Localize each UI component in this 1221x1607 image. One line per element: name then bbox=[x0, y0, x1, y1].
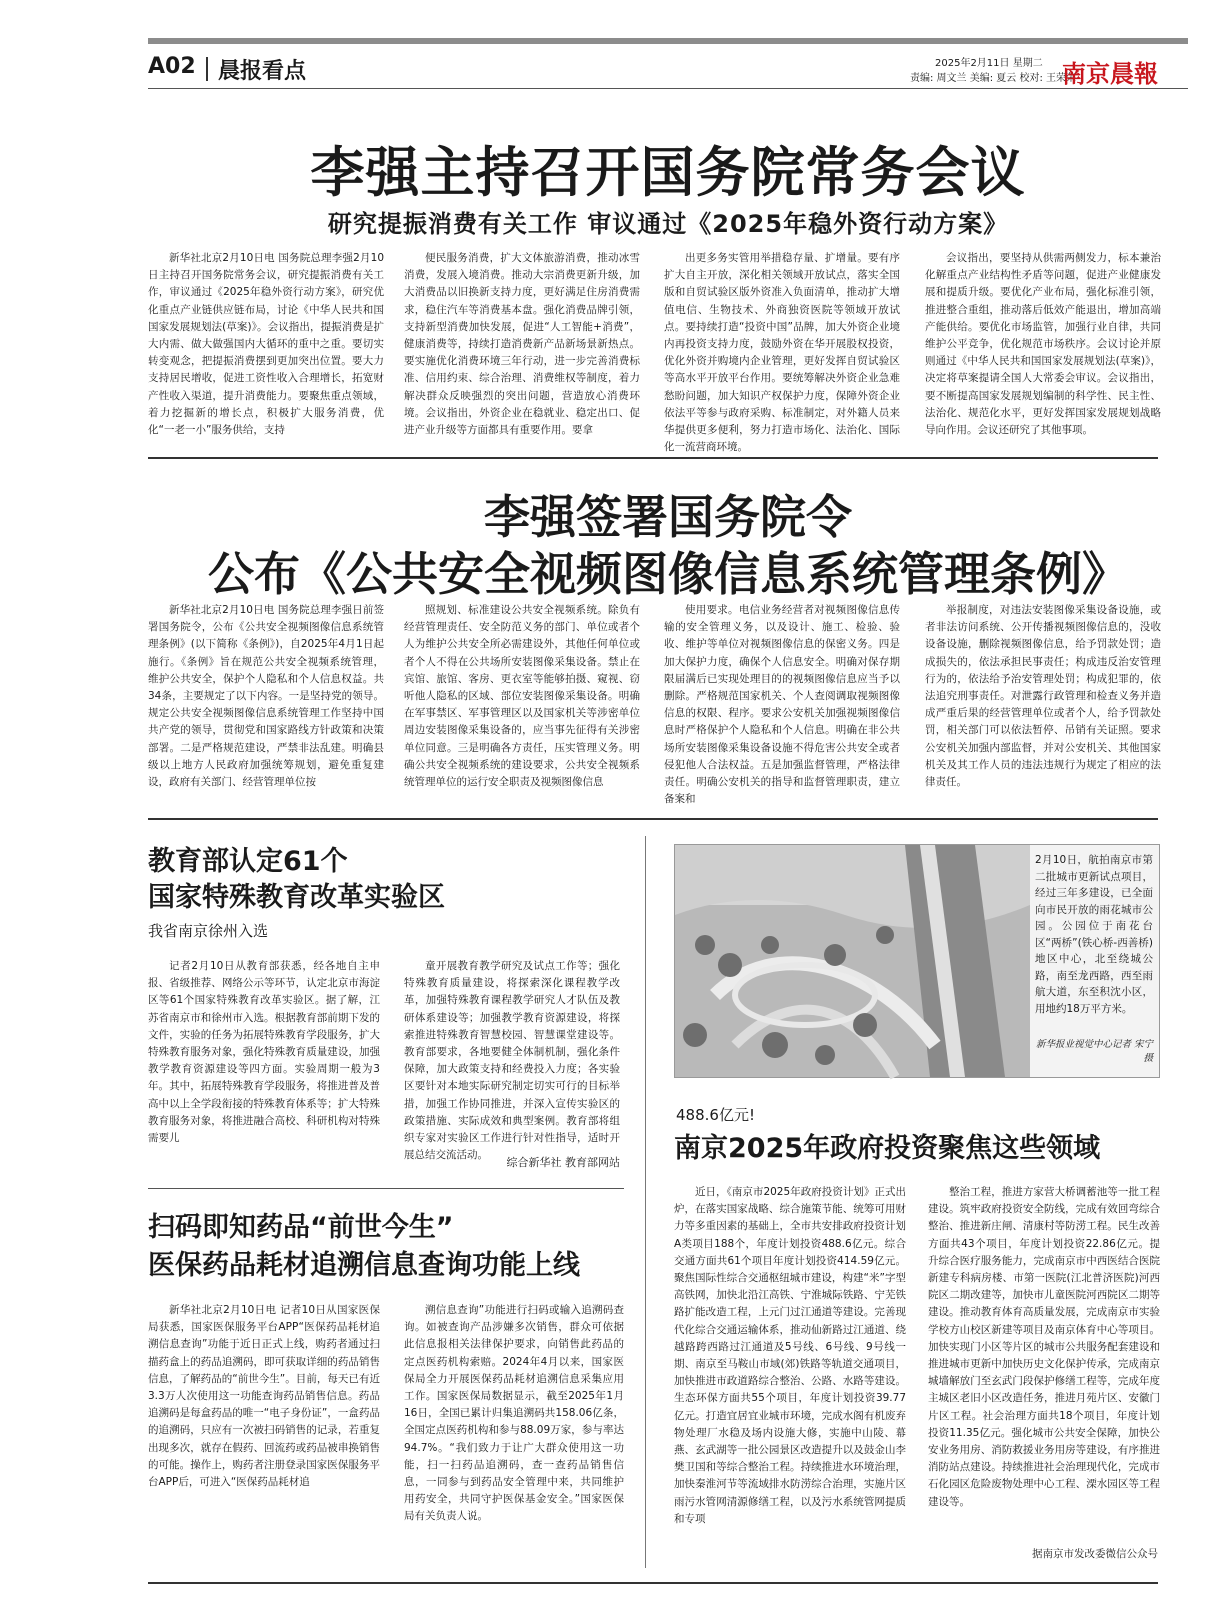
article1-subtitle: 研究提振消费有关工作 审议通过《2025年稳外资行动方案》 bbox=[327, 210, 1009, 238]
section-divider-3 bbox=[148, 1188, 624, 1189]
editor-credits: 责编: 周文兰 美编: 夏云 校对: 王荣荣 bbox=[910, 73, 1077, 84]
article2-column-2: 照规划、标准建设公共安全视频系统。除负有经营管理责任、安全防范义务的部门、单位或者个人为维护公共安全所必需建设外，其他任何单位或者个人不得在公共场所安装图像采集设备。禁止在宾馆、旅馆、客房、更衣室等能够拍摄、窥视、窃听他人隐私的区域、部位安装图像采集设备。明确在军事禁区、军事管理区以及国家机关等涉密单位周边安装图像采集设备的，应当事先征得有关涉密单位同意。三是明确各方责任，压实管理义务。明确公共安全视频系统的建设要求，公共安全视频系统管理单位的运行安全职责及视频图像信息 bbox=[404, 604, 640, 789]
article4-column-2: 溯信息查询”功能进行扫码或输入追溯码查询。如被查询产品涉嫌多次销售，群众可依据此信息报相关法律保护要求，向销售此药品的定点医药机构索赔。2024年4月以来，国家医保局全力开展医保药品耗材追溯信息采集应用工作。国家医保局数据显示，截至2025年1月16日，全国已累计归集追溯码共158.06亿条，全国定点医药机构和参与88.09万家，参与率达94.7%。“我们致力于让广大群众使用这一功能，扫一扫药品追溯码，查一查药品销售信息，一同参与到药品安全管理中来，共同维护用药安全，共同守护医保基金安全。”国家医保局有关负责人说。 bbox=[404, 1304, 624, 1523]
article1-column-1: 新华社北京2月10日电 国务院总理李强2月10日主持召开国务院常务会议，研究提振消费有关工作，审议通过《2025年稳外资行动方案》，研究优化重点产业链供应链布局，讨论《中华人民共和国国家发展规划法(草案)》。会议指出，提振消费是扩大内需、做大做强国内大循环的重中之重。要切实转变观念，把提振消费摆到更加突出位置。要大力支持居民增收，促进工资性收入合理增长，拓宽财产性收入渠道，提升消费能力。要聚焦重点领域，着力挖掘新的增长点，积极扩大服务消费，优化“一老一小”服务供给，支持 bbox=[148, 252, 384, 437]
article4-title-line2: 医保药品耗材追溯信息查询功能上线 bbox=[148, 1250, 580, 1281]
article1-title: 李强主持召开国务院常务会议 bbox=[310, 141, 1026, 204]
article4-column-1: 新华社北京2月10日电 记者10日从国家医保局获悉，国家医保服务平台APP“医保药品耗材追溯信息查询”功能于近日正式上线，购药者通过扫描药盒上的药品追溯码，即可获取详细的药品销售信息，了解药品的“前世今生”。目前，每天已有近3.3万人次使用这一功能查询药品销售信息。药品追溯码是每盒药品的唯一“电子身份证”，一盒药品的追溯码，只应有一次被扫码销售的记录，若重复出现多次，就存在假药、回流药或药品被串换销售的可能。操作上，购药者注册登录国家医保服务平台APP后，可进入“医保药品耗材追 bbox=[148, 1304, 380, 1489]
article1-column-2: 便民服务消费，扩大文体旅游消费，推动冰雪消费，发展入境消费。推动大宗消费更新升级，加大消费品以旧换新支持力度，更好满足住房消费需求，稳住汽车等消费基本盘。强化消费品牌引领，支持新型消费加快发展，促进“人工智能+消费”，健康消费等，持续打造消费新产品新场景新热点。要实施优化消费环境三年行动，进一步完善消费标准、信用约束、综合治理、消费维权等制度，着力解决群众反映强烈的突出问题，营造放心消费环境。会议指出，外资企业在稳就业、稳定出口、促进产业升级等方面都具有重要作用。要拿 bbox=[404, 252, 640, 437]
section-name: 晨报看点 bbox=[218, 59, 307, 84]
article3-column-2: 童开展教育教学研究及试点工作等；强化特殊教育质量建设，将探索深化课程教学改革，加强特殊教育课程教学研究人才队伍及教研体系建设等；加强教学教育资源建设，将探索推进特殊教育智慧校园、智慧课堂建设等。教育部要求，各地要健全体制机制，强化条件保障，加大政策支持和经费投入力度；各实验区要针对本地实际研究制定切实可行的目标举措，加强工作协同推进，并深入宣传实验区的政策措施、实际成效和典型案例。教育部将组织专家对实验区工作进行针对性指导，适时开展总结交流活动。 bbox=[404, 960, 620, 1162]
article3-column-1: 记者2月10日从教育部获悉，经各地自主申报、省级推荐、网络公示等环节，认定北京市海淀区等61个国家特殊教育改革实验区。据了解，江苏省南京市和徐州市入选。根据教育部前期下发的文件，实验的任务为拓展特殊教育学段服务，扩大特殊教育服务对象，强化特殊教育质量建设，加强教学教育资源建设等四方面。实验周期一般为3年。其中，拓展特殊教育学段服务，将推进普及普高中以上全学段衔接的特殊教育体系等；扩大特殊教育服务对象，将推进融合高校、科研机构对特殊需要儿 bbox=[148, 960, 380, 1145]
article5-column-1: 近日，《南京市2025年政府投资计划》正式出炉，在落实国家战略、综合施策节能、统筹可用财力等多重因素的基础上，全市共安排政府投资计划A类项目188个，年度计划投资488.6亿元。综合交通方面共61个项目年度计划投资414.59亿元。聚焦国际性综合交通枢纽城市建设，构建“米”字型高铁网，加快北沿江高铁、宁淮城际铁路、宁芜铁路扩能改造工程，上元门过江通道等建设。完善现代化综合交通运输体系，推动仙新路过江通道、绕越路跨西路过江通道及5号线、6号线、9号线一期、南京至马鞍山市域(郊)铁路等轨道交通项目，加快推进市政道路综合整治、公路、水路等建设。生态环保方面共55个项目，年度计划投资39.77亿元。打造宜居宜业城市环境，完成水阁有机废弃物处理厂水稳及场内设施大修，实施中山陵、幕燕、玄武湖等一批公园景区改造提升以及鼓金山李樊卫国和等综合整治工程。持续推进水环境治理，加快秦淮河节等流域排水防涝综合治理，实施片区雨污水管网清源修缮工程，以及污水系统管网提质和专项 bbox=[674, 1186, 906, 1525]
article5-source: 据南京市发改委微信公众号 bbox=[1032, 1548, 1158, 1560]
photo-credit: 新华报业视觉中心记者 宋宁 摄 bbox=[1035, 1039, 1153, 1064]
article3-subtitle: 我省南京徐州入选 bbox=[148, 922, 269, 940]
article1-column-4: 会议指出，要坚持从供需两侧发力，标本兼治化解重点产业结构性矛盾等问题，促进产业健康发展和提质升级。要优化产业布局，强化标准引领，推进整合重组，推动落后低效产能退出，增加高端产能供给。要优化市场监管，加强行业自律，共同维护公平竞争，优化规范市场秩序。会议讨论并原则通过《中华人民共和国国家发展规划法(草案)》，决定将草案提请全国人大常委会审议。会议指出，要不断提高国家发展规划编制的科学性、民主性、法治化、规范化水平，更好发挥国家发展规划战略导向作用。会议还研究了其他事项。 bbox=[925, 252, 1161, 437]
article5-kicker: 488.6亿元! bbox=[676, 1106, 755, 1124]
header-rule bbox=[148, 88, 1188, 89]
article3-byline: 综合新华社 教育部网站 bbox=[506, 1156, 620, 1169]
park-aerial-photo bbox=[675, 845, 1030, 1077]
article1-column-3: 出更多务实管用举措稳存量、扩增量。要有序扩大自主开放，深化相关领域开放试点，落实全国版和自贸试验区版外资准入负面清单，推动扩大增值电信、生物技术、外商独资医院等领域开放试点。要持续打造“投资中国”品牌，加大外资企业境内再投资支持力度，鼓励外资在华开展股权投资，优化外资并购境内企业管理，更好发挥自贸试验区等高水平开放平台作用。要统筹解决外资企业急难愁盼问题，加大知识产权保护力度，保障外资企业依法平等参与政府采购、标准制定，对外籍人员来华提供更多便利，努力打造市场化、法治化、国际化一流营商环境。 bbox=[664, 252, 900, 454]
column-divider bbox=[645, 836, 646, 1568]
article2-column-1: 新华社北京2月10日电 国务院总理李强日前签署国务院令，公布《公共安全视频图像信息系统管理条例》(以下简称《条例》)，自2025年4月1日起施行。《条例》旨在规范公共安全视频系统管理，维护公共安全，保护个人隐私和个人信息权益。共34条，主要规定了以下内容。一是坚持党的领导。规定公共安全视频图像信息系统管理工作坚持中国共产党的领导，贯彻党和国家路线方针政策和决策部署。二是严格规范建设，严禁非法乱建。明确县级以上地方人民政府加强统筹规划，避免重复建设，政府有关部门、经营管理单位按 bbox=[148, 604, 384, 789]
article2-column-3: 使用要求。电信业务经营者对视频图像信息传输的安全管理义务，以及设计、施工、检验、验收、维护等单位对视频图像信息的保密义务。四是加大保护力度，确保个人信息安全。明确对保存期限届满后已实现处理目的的视频图像信息应当予以删除。严格规范国家机关、个人查阅调取视频图像信息的权限、程序。要求公安机关加强视频图像信息时严格保护个人隐私和个人信息。明确在非公共场所安装图像采集设备设施不得危害公共安全或者侵犯他人合法权益。五是加强监督管理，严格法律责任。明确公安机关的指导和监督管理职责，建立备案和 bbox=[664, 604, 900, 806]
article3-title-line2: 国家特殊教育改革实验区 bbox=[148, 882, 445, 913]
article5-column-2: 整治工程，推进方家营大桥调蓄池等一批工程建设。筑牢政府投资安全防线，完成有效回弯综合整治、推进新庄闸、清康村等防涝工程。民生改善方面共43个项目，年度计划投资22.86亿元。提升综合医疗服务能力，完成南京市中西医结合医院新建专科病房楼、市第一医院(江北普济医院)河西院区二期改建等，加快市儿童医院河西院区二期等建设。推动教育体育高质量发展，完成南京市实验学校方山校区新建等项目及南京体育中心等项目。加快实现门小区等片区的城市公共服务配套建设和推进城市更新中加快历史文化保护传承，完成南京城墙解放门至玄武门段保护修缮工程等，完成年度主城区老旧小区改造任务，推进月苑片区、安徽门片区工程。社会治理方面共18个项目，年度计划投资11.35亿元。强化城市公共安全保障，加快公安业务用房、消防救援业务用房等建设，有序推进消防站点建设。持续推进社会治理现代化，完成市石化园区危险废物处理中心工程、溧水园区等工程建设等。 bbox=[928, 1186, 1160, 1508]
section-divider-2 bbox=[148, 818, 1158, 820]
article4-title-line1: 扫码即知药品“前世今生” bbox=[148, 1212, 454, 1243]
article2-title-line2: 公布《公共安全视频图像信息系统管理条例》 bbox=[208, 547, 1128, 601]
issue-date: 2025年2月11日 星期二 bbox=[935, 58, 1043, 69]
top-rule bbox=[148, 38, 1188, 44]
article2-column-4: 举报制度，对违法安装图像采集设备设施，或者非法访问系统、公开传播视频图像信息的，没收设备设施，删除视频图像信息，给予罚款处罚；造成损失的，依法承担民事责任；构成违反治安管理行为的，依法给予治安管理处罚；构成犯罪的，依法追究刑事责任。对泄露行政管理和检查义务并造成严重后果的经营管理单位或者个人，给予罚款处罚，相关部门可以依法暂停、吊销有关证照。要求公安机关加强内部监督，并对公安机关、其他国家机关及其工作人员的违法违规行为规定了相应的法律责任。 bbox=[925, 604, 1161, 789]
article5-title: 南京2025年政府投资聚焦这些领域 bbox=[674, 1133, 1101, 1164]
section-divider-1 bbox=[148, 457, 1158, 459]
photo-caption: 2月10日，航拍南京市第二批城市更新试点项目，经过三年多建设，已全面向市民开放的雨花城市公园。公园位于南花台区“两桥”(铁心桥-西善桥)地区中心，北至绕城公路，南至龙西路，西至雨航大道，东至积沈小区，用地约18万平方米。 bbox=[1035, 854, 1153, 1015]
article2-title-line1: 李强签署国务院令 bbox=[484, 490, 852, 544]
header-separator bbox=[206, 57, 208, 81]
article3-title-line1: 教育部认定61个 bbox=[148, 846, 348, 877]
newspaper-masthead: 南京晨報 bbox=[1062, 59, 1158, 88]
bottom-rule bbox=[148, 1582, 1158, 1584]
page-number: A02 bbox=[148, 54, 196, 79]
